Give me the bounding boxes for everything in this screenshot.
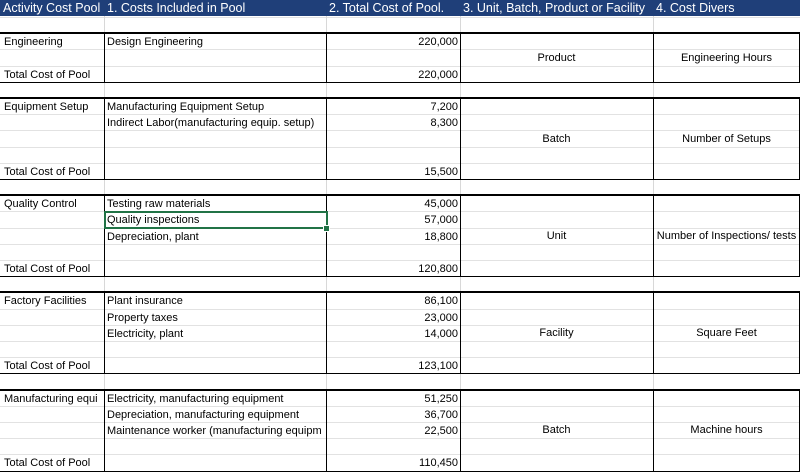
total-amount[interactable]: 15,500 xyxy=(424,165,458,178)
cost-amount[interactable]: 86,100 xyxy=(424,295,458,308)
header-label: 1. Costs Included in Pool xyxy=(107,1,246,15)
cost-item[interactable]: Electricity, plant xyxy=(107,327,184,340)
cost-item[interactable]: Maintenance worker (manufacturing equipm xyxy=(107,425,322,437)
cost-level[interactable]: Unit xyxy=(546,229,567,242)
header-cost-drivers[interactable] xyxy=(653,0,800,16)
total-amount[interactable]: 220,000 xyxy=(418,68,458,81)
cost-level[interactable]: Batch xyxy=(542,132,571,145)
cost-amount[interactable]: 220,000 xyxy=(418,36,458,49)
cost-amount[interactable]: 7,200 xyxy=(430,101,458,113)
gridline xyxy=(0,17,800,18)
cost-item[interactable]: Depreciation, manufacturing equipment xyxy=(107,408,300,421)
header-label: 2. Total Cost of Pool. xyxy=(329,1,445,15)
total-label[interactable]: Total Cost of Pool xyxy=(4,68,91,81)
header-costs-included[interactable] xyxy=(104,0,327,16)
cost-amount[interactable]: 45,000 xyxy=(424,198,458,211)
cost-item[interactable]: Plant insurance xyxy=(107,295,183,308)
cost-item[interactable]: Quality inspections xyxy=(107,214,200,227)
cost-item[interactable]: Depreciation, plant xyxy=(107,230,199,243)
cost-driver[interactable]: Square Feet xyxy=(696,326,757,339)
block-column-border xyxy=(104,33,105,82)
cost-item[interactable]: Electricity, manufacturing equipment xyxy=(107,392,284,405)
header-label: 3. Unit, Batch, Product or Facility xyxy=(463,1,646,15)
cost-amount[interactable]: 18,800 xyxy=(424,230,458,243)
total-label[interactable]: Total Cost of Pool xyxy=(4,263,91,275)
cost-level[interactable]: Product xyxy=(537,51,576,64)
header-total-cost[interactable] xyxy=(326,0,461,16)
pool-name[interactable]: Engineering xyxy=(4,36,63,49)
header-level[interactable] xyxy=(460,0,654,16)
cost-item[interactable]: Indirect Labor(manufacturing equip. setup) xyxy=(107,117,315,130)
cost-level[interactable]: Batch xyxy=(542,424,571,437)
block-column-border xyxy=(104,98,105,179)
cost-amount[interactable]: 22,500 xyxy=(424,425,458,437)
pool-name[interactable]: Factory Facilities xyxy=(4,295,87,308)
cost-amount[interactable]: 23,000 xyxy=(424,311,458,324)
total-amount[interactable]: 123,100 xyxy=(418,360,458,373)
pool-name[interactable]: Quality Control xyxy=(4,198,77,211)
cost-driver[interactable]: Number of Inspections/ tests xyxy=(656,229,797,242)
cost-driver[interactable]: Number of Setups xyxy=(682,132,771,145)
block-column-border xyxy=(104,195,105,276)
cost-amount[interactable]: 57,000 xyxy=(424,214,458,227)
header-label: Activity Cost Pool xyxy=(3,1,101,15)
cost-amount[interactable]: 36,700 xyxy=(424,408,458,421)
cost-level[interactable]: Facility xyxy=(539,326,574,339)
cost-item[interactable]: Property taxes xyxy=(107,311,178,324)
header-label: 4. Cost Divers xyxy=(656,1,735,15)
selected-cell[interactable] xyxy=(104,211,328,229)
total-label[interactable]: Total Cost of Pool xyxy=(4,165,91,178)
cost-item[interactable]: Manufacturing Equipment Setup xyxy=(107,101,265,113)
total-label[interactable]: Total Cost of Pool xyxy=(4,360,91,373)
gridline xyxy=(0,147,800,148)
total-label[interactable]: Total Cost of Pool xyxy=(4,457,91,470)
block-column-border xyxy=(104,390,105,471)
cost-amount[interactable]: 51,250 xyxy=(424,392,458,405)
cost-driver[interactable]: Engineering Hours xyxy=(680,51,773,64)
cost-item[interactable]: Testing raw materials xyxy=(107,198,211,211)
pool-name[interactable]: Equipment Setup xyxy=(4,101,89,113)
pool-name[interactable]: Manufacturing equi xyxy=(4,392,98,405)
header-activity-cost-pool[interactable] xyxy=(0,0,105,16)
total-amount[interactable]: 120,800 xyxy=(418,263,458,275)
cost-amount[interactable]: 14,000 xyxy=(424,327,458,340)
total-amount[interactable]: 110,450 xyxy=(419,457,458,470)
cost-amount[interactable]: 8,300 xyxy=(430,117,458,130)
cost-item[interactable]: Design Engineering xyxy=(107,36,204,49)
cost-driver[interactable]: Machine hours xyxy=(690,424,763,437)
block-column-border xyxy=(104,292,105,373)
